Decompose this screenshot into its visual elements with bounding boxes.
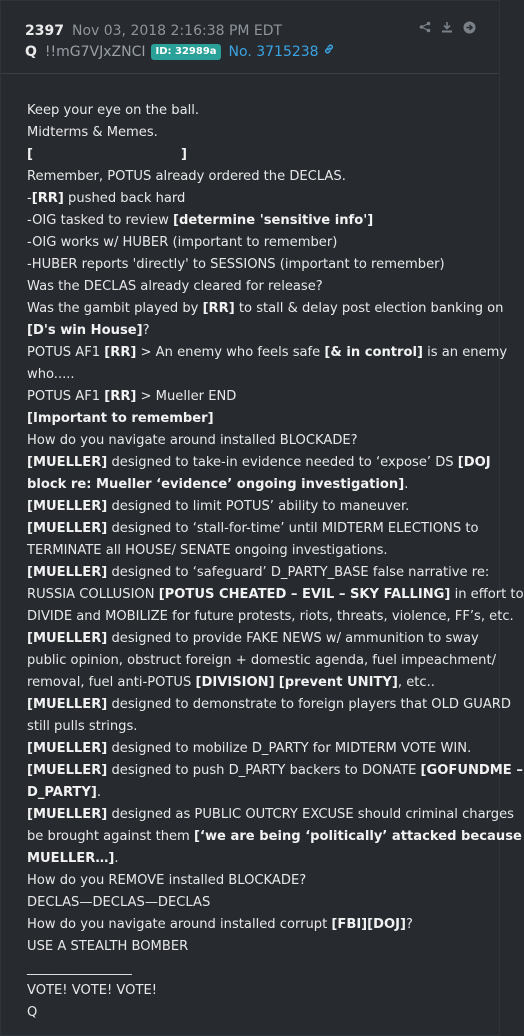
text-line: [MUELLER] designed as PUBLIC OUTCRY EXCUSE should criminal charges (27, 807, 514, 822)
text-line: How do you REMOVE installed BLOCKADE? (27, 873, 307, 888)
text-line: removal, fuel anti-POTUS [DIVISION] [prevent UNITY], etc.. (27, 675, 435, 690)
text-line: VOTE! VOTE! VOTE! (27, 983, 157, 998)
text-line: block re: Mueller ‘evidence’ ongoing investigation]. (27, 477, 409, 492)
post-date: Nov 03, 2018 2:16:38 PM EDT (71, 23, 283, 39)
post-number[interactable]: 2397 (25, 23, 64, 39)
text-line: [ ] (27, 147, 187, 162)
tripcode: !!mG7VJxZNCI (44, 44, 146, 60)
text-line: [MUELLER] designed to ‘safeguard’ D_PARTY_BASE false narrative re: (27, 565, 490, 580)
text-line: POTUS AF1 [RR] > Mueller END (27, 389, 237, 404)
arrow-right-icon[interactable] (463, 21, 475, 38)
text-line: POTUS AF1 [RR] > An enemy who feels safe [& in control] is an enemy (27, 345, 508, 360)
text-line: still pulls strings. (27, 719, 138, 734)
text-line: MUELLER…]. (27, 851, 119, 866)
text-line: USE A STEALTH BOMBER (27, 939, 189, 954)
text-line: -[RR] pushed back hard (27, 191, 186, 206)
post-header (1, 1, 499, 63)
text-line: RUSSIA COLLUSION [POTUS CHEATED – EVIL – SKY FALLING] in effort to (27, 587, 524, 602)
text-line: How do you navigate around installed corrupt [FBI][DOJ]? (27, 917, 413, 932)
text-line: Remember, POTUS already ordered the DECLAS. (27, 169, 346, 184)
text-line: How do you navigate around installed BLOCKADE? (27, 433, 358, 448)
text-line: [MUELLER] designed to push D_PARTY backers to DONATE [GOFUNDME – (27, 763, 523, 778)
text-line: Was the DECLAS already cleared for release? (27, 279, 323, 294)
text-line: [D's win House]? (27, 323, 150, 338)
post-body (1, 74, 524, 1024)
text-line: DIVIDE and MOBILIZE for future protests, riots, threats, violence, FF’s, etc. (27, 609, 514, 624)
text-line: -HUBER reports 'directly' to SESSIONS (important to remember) (27, 257, 445, 272)
share-icon[interactable] (419, 21, 431, 38)
text-line: ________________ (27, 961, 132, 976)
author-name: Q (25, 44, 37, 60)
text-line: [MUELLER] designed to demonstrate to foreign players that OLD GUARD (27, 697, 511, 712)
text-line: [MUELLER] designed to ‘stall-for-time’ until MIDTERM ELECTIONS to (27, 521, 479, 536)
id-badge[interactable]: ID: 32989a (151, 44, 220, 60)
download-icon[interactable] (441, 21, 453, 38)
text-line: DECLAS—DECLAS—DECLAS (27, 895, 211, 910)
text-line: D_PARTY]. (27, 785, 102, 800)
text-line: [MUELLER] designed to mobilize D_PARTY for MIDTERM VOTE WIN. (27, 741, 472, 756)
link-icon[interactable] (323, 42, 335, 62)
text-line: -OIG works w/ HUBER (important to remember) (27, 235, 338, 250)
text-line: [MUELLER] designed to limit POTUS’ ability to maneuver. (27, 499, 410, 514)
text-line: be brought against them [‘we are being ‘politically’ attacked because (27, 829, 522, 844)
signature: Q (27, 1005, 38, 1020)
text-line: Was the gambit played by [RR] to stall & delay post election banking on (27, 301, 504, 316)
text-line: TERMINATE all HOUSE/ SENATE ongoing investigations. (27, 543, 388, 558)
post-actions (419, 21, 475, 38)
text-line: [Important to remember] (27, 411, 214, 426)
text-line: public opinion, obstruct foreign + domestic agenda, fuel impeachment/ (27, 653, 496, 668)
text-line: [MUELLER] designed to take-in evidence needed to ‘expose’ DS [DOJ (27, 455, 491, 470)
post-reference-link[interactable]: No. 3715238 (228, 44, 319, 60)
text-line: -OIG tasked to review [determine 'sensitive info'] (27, 213, 374, 228)
text-line: Keep your eye on the ball. (27, 103, 200, 118)
text-line: who..... (27, 367, 75, 382)
text-line: Midterms & Memes. (27, 125, 158, 140)
text-line: [MUELLER] designed to provide FAKE NEWS w/ ammunition to sway (27, 631, 479, 646)
